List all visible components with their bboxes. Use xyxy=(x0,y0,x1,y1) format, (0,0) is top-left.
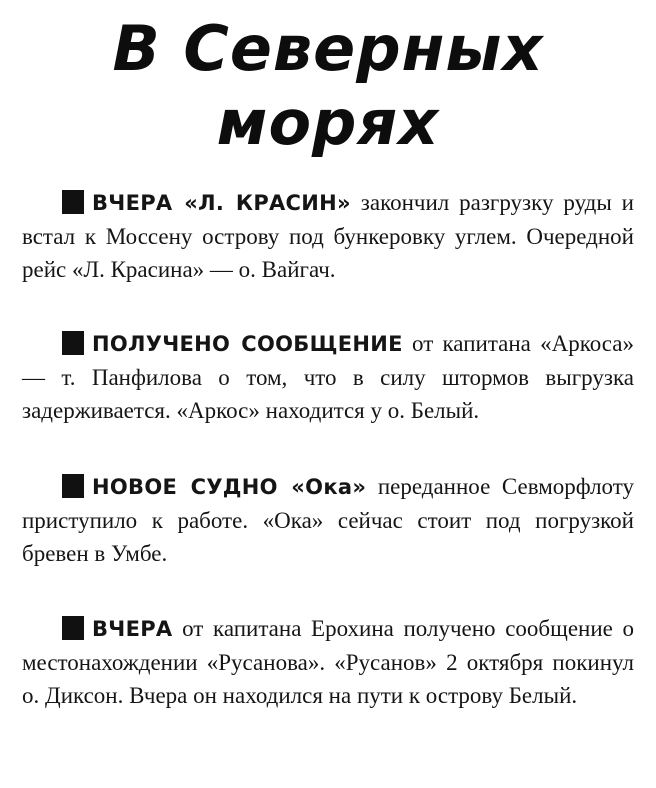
news-item-text: переданное Севморфлоту приступило к работе. «Ока» сейчас стоит под погрузкой бревен в Умбе. xyxy=(22,474,635,566)
news-item-oka xyxy=(22,470,634,570)
news-item-rusanov xyxy=(22,612,634,712)
news-item-arkos xyxy=(22,327,634,427)
headline-line-2: морях xyxy=(216,86,440,159)
news-item-text: закончил разгрузку руды и встал к Моссену острову под бункеровку углем. Очередной рейс «Л. Красина» — о. Вайгач. xyxy=(22,190,634,282)
news-item-lead: НОВОЕ СУДНО «Ока» xyxy=(92,475,367,499)
bullet-square-icon xyxy=(62,616,84,640)
news-item-lead: ВЧЕРА xyxy=(92,617,173,641)
news-item-lead: ПОЛУЧЕНО СООБЩЕНИЕ xyxy=(92,332,403,356)
bullet-square-icon xyxy=(62,474,84,498)
bullet-square-icon xyxy=(62,331,84,355)
news-item-text: от капитана Ерохина получено сообщение о местонахождении «Русанова». «Русанов» 2 октября покинул о. Диксон. Вчера он находился на пути к острову Белый. xyxy=(22,616,634,708)
news-item-krasin xyxy=(22,186,634,286)
bullet-square-icon xyxy=(62,190,84,214)
news-item-text: от капитана «Аркоса» — т. Панфилова о том, что в силу штормов выгрузка задерживается. «Аркос» находится у о. Белый. xyxy=(22,331,634,423)
headline-line-1: В Северных xyxy=(112,12,544,85)
news-item-lead: ВЧЕРА «Л. КРАСИН» xyxy=(92,191,351,215)
